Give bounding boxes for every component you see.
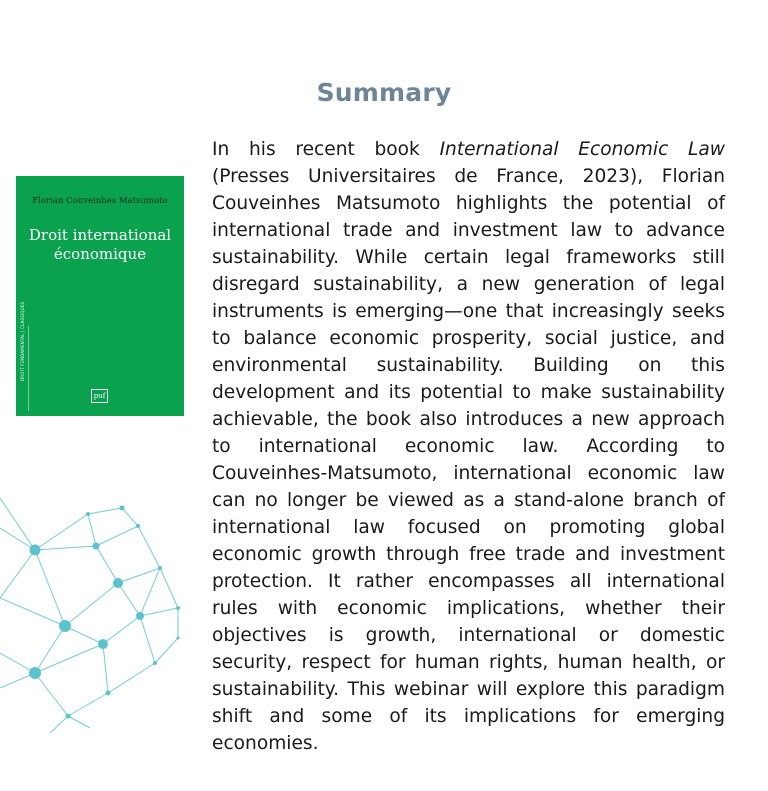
summary-text-body: (Presses Universitaires de France, 2023), Florian Couveinhes Matsumoto highlights the potential of international trade and investment law to advance sustainability. While certain legal frameworks still disregard sustainability, a new generation of legal instruments is emerging—one that increasingly seeks to balance economic prosperity, social justice, and environmental sustainability. Building on this development and its potential to make sustainability achievable, the book also introduces a new approach to international economic law. According to Couveinhes-Matsumoto, international economic law can no longer be viewed as a stand-alone branch of international law focused on promoting global economic growth through free trade and investment protection. It rather encompasses all international rules with economic implications, whether their objectives is growth, international or domestic security, respect for human rights, human health, or sustainability. This webinar will explore this paradigm shift and some of its implications for emerging economies.: [212, 166, 725, 754]
book-cover-title: [16, 226, 184, 264]
book-cover-title-line1: Droit international: [28, 226, 172, 244]
page-title: Summary: [316, 78, 452, 107]
book-title-reference: International Economic Law: [439, 139, 725, 160]
summary-paragraph: [212, 136, 725, 757]
book-cover-series: DROIT FONDAMENTAL | CLASSIQUES: [20, 301, 25, 381]
book-cover-divider: [28, 326, 29, 411]
book-cover-title-line2: économique: [53, 245, 147, 263]
summary-text-start: In his recent book: [212, 139, 440, 160]
publisher-logo: puf: [91, 389, 108, 403]
book-cover-author: Florian Couveinhes Matsumoto: [32, 196, 168, 206]
book-cover-image: [16, 176, 184, 416]
network-graphic: [0, 488, 190, 733]
